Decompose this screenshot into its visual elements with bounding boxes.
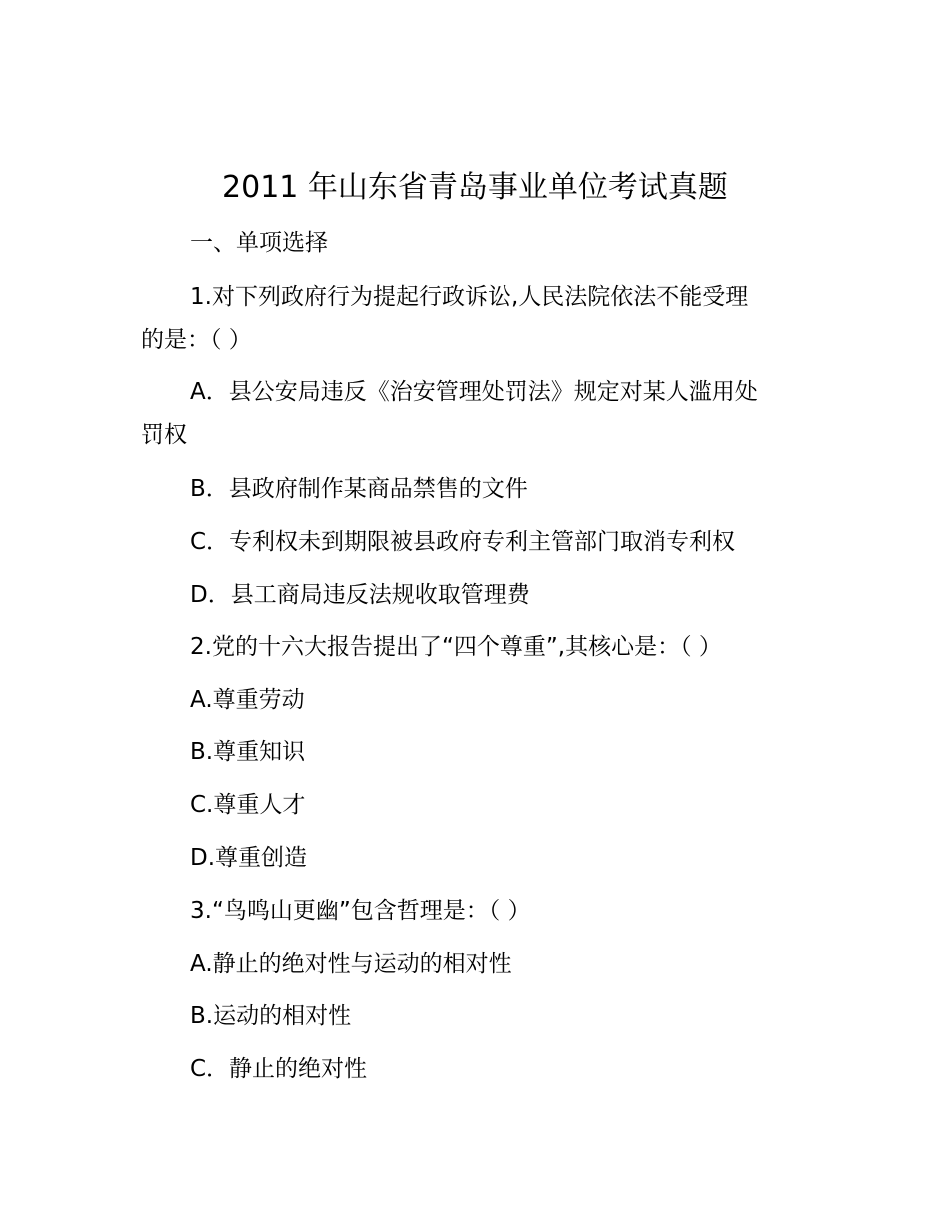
document-title: 2011 年山东省青岛事业单位考试真题 [222, 170, 728, 205]
question-2-stem: 2.党的十六大报告提出了“四个尊重”,其核心是：（ ） [190, 634, 722, 660]
question-2-option-d: D.尊重创造 [190, 845, 308, 871]
question-1-option-c: C．专利权未到期限被县政府专利主管部门取消专利权 [190, 529, 736, 555]
question-2-option-a: A.尊重劳动 [190, 687, 305, 713]
question-3-option-c: C．静止的绝对性 [190, 1056, 368, 1082]
question-3-option-a: A.静止的绝对性与运动的相对性 [190, 951, 512, 977]
question-1-option-b: B．县政府制作某商品禁售的文件 [190, 476, 528, 502]
question-1-stem-line-1: 1.对下列政府行为提起行政诉讼,人民法院依法不能受理 [190, 284, 749, 310]
question-2-option-c: C.尊重人才 [190, 792, 306, 818]
question-3-option-b: B.运动的相对性 [190, 1003, 352, 1029]
section-heading: 一、单项选择 [190, 230, 328, 256]
question-1-option-a-line-1: A．县公安局违反《治安管理处罚法》规定对某人滥用处 [190, 379, 758, 405]
question-3-stem: 3.“鸟鸣山更幽”包含哲理是：（ ） [190, 898, 531, 924]
question-1-option-a-line-2: 罚权 [141, 422, 187, 448]
question-1-option-d: D．县工商局违反法规收取管理费 [190, 582, 530, 608]
question-1-stem-line-2: 的是：（ ） [141, 327, 252, 353]
question-2-option-b: B.尊重知识 [190, 739, 306, 765]
